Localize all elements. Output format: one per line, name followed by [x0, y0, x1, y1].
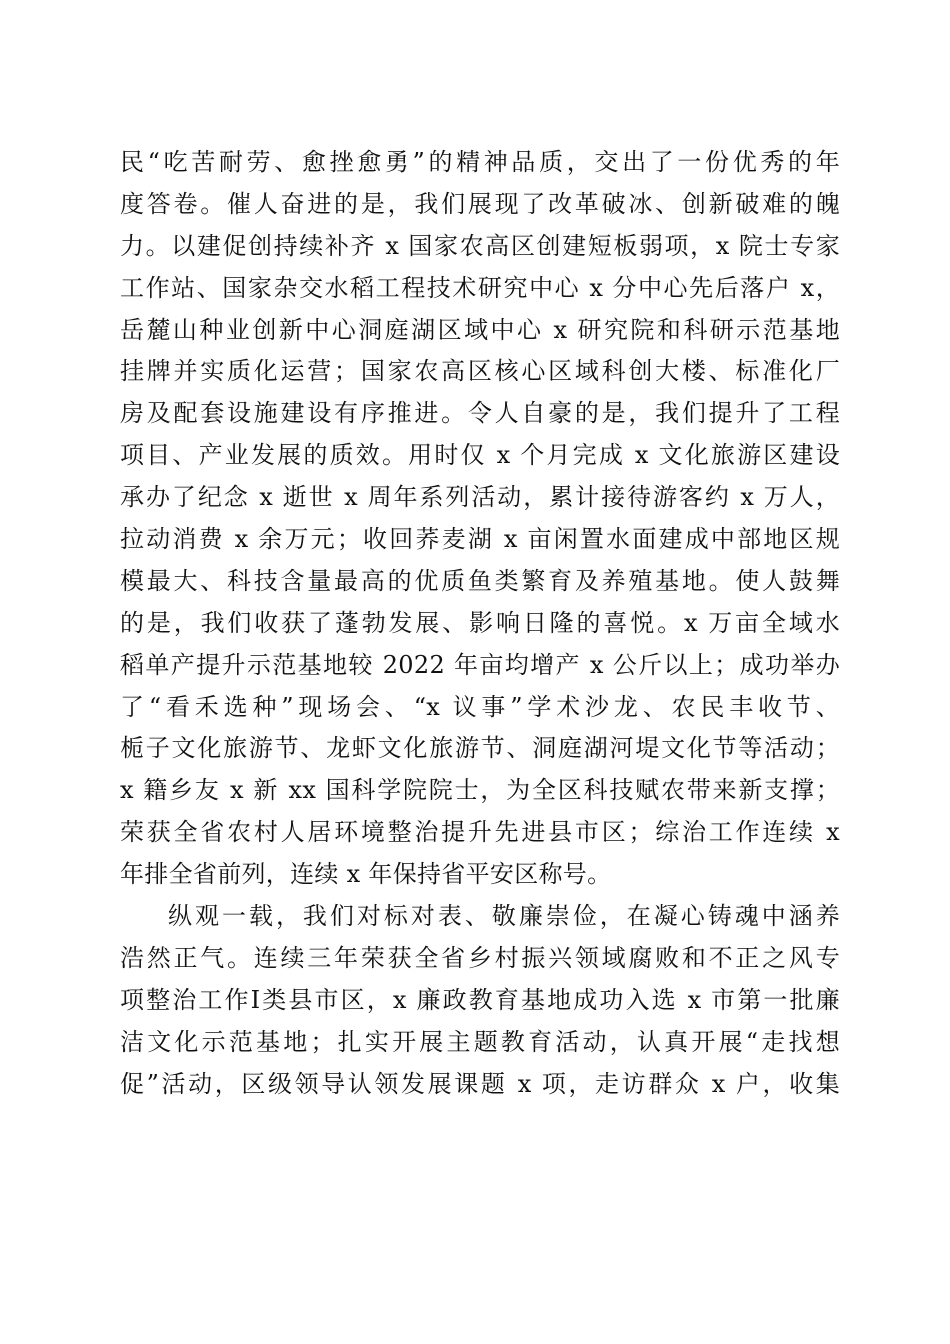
text-line: 民“吃苦耐劳、愈挫愈勇”的精神品质，交出了一份优秀的年 — [120, 148, 840, 176]
body-text — [120, 142, 840, 1105]
text-line: 力。以建促创持续补齐 x 国家农高区创建短板弱项，x 院士专家 — [120, 231, 840, 260]
text-line: 模最大、科技含量最高的优质鱼类繁育及养殖基地。使人鼓舞 — [120, 566, 840, 595]
text-line: x 籍乡友 x 新 xx 国科学院院士，为全区科技赋农带来新支撑； — [120, 776, 840, 805]
text-line: 岳麓山种业创新中心洞庭湖区域中心 x 研究院和科研示范基地 — [120, 315, 840, 344]
paragraph-1 — [120, 142, 840, 896]
text-line: 项整治工作Ⅰ类县市区，x 廉政教育基地成功入选 x 市第一批廉 — [120, 985, 840, 1014]
paragraph-2 — [120, 896, 840, 1105]
text-line: 栀子文化旅游节、龙虾文化旅游节、洞庭湖河堤文化节等活动； — [120, 734, 840, 763]
text-line: 房及配套设施建设有序推进。令人自豪的是，我们提升了工程 — [120, 399, 840, 428]
text-line: 项目、产业发展的质效。用时仅 x 个月完成 x 文化旅游区建设 — [120, 441, 840, 470]
text-line: 稻单产提升示范基地较 2022 年亩均增产 x 公斤以上；成功举办 — [120, 650, 840, 679]
text-line: 浩然正气。连续三年荣获全省乡村振兴领域腐败和不正之风专 — [120, 943, 840, 972]
text-line: 的是，我们收获了蓬勃发展、影响日隆的喜悦。x 万亩全域水 — [120, 608, 840, 637]
text-line: 荣获全省农村人居环境整治提升先进县市区；综治工作连续 x — [120, 818, 840, 847]
text-line: 纵观一载，我们对标对表、敬廉崇俭，在凝心铸魂中涵养 — [168, 902, 840, 931]
text-line: 拉动消费 x 余万元；收回荞麦湖 x 亩闲置水面建成中部地区规 — [120, 525, 840, 554]
text-line: 工作站、国家杂交水稻工程技术研究中心 x 分中心先后落户 x， — [120, 273, 840, 302]
text-line: 挂牌并实质化运营；国家农高区核心区域科创大楼、标准化厂 — [120, 357, 840, 386]
text-line: 促”活动，区级领导认领发展课题 x 项，走访群众 x 户，收集 — [120, 1069, 840, 1098]
text-line: 承办了纪念 x 逝世 x 周年系列活动，累计接待游客约 x 万人， — [120, 483, 840, 512]
text-line: 年排全省前列，连续 x 年保持省平安区称号。 — [120, 860, 612, 889]
text-line: 度答卷。催人奋进的是，我们展现了改革破冰、创新破难的魄 — [120, 189, 840, 218]
text-line: 洁文化示范基地；扎实开展主题教育活动，认真开展“走找想 — [120, 1027, 840, 1056]
text-line: 了“看禾选种”现场会、“x 议事”学术沙龙、农民丰收节、 — [120, 692, 840, 721]
